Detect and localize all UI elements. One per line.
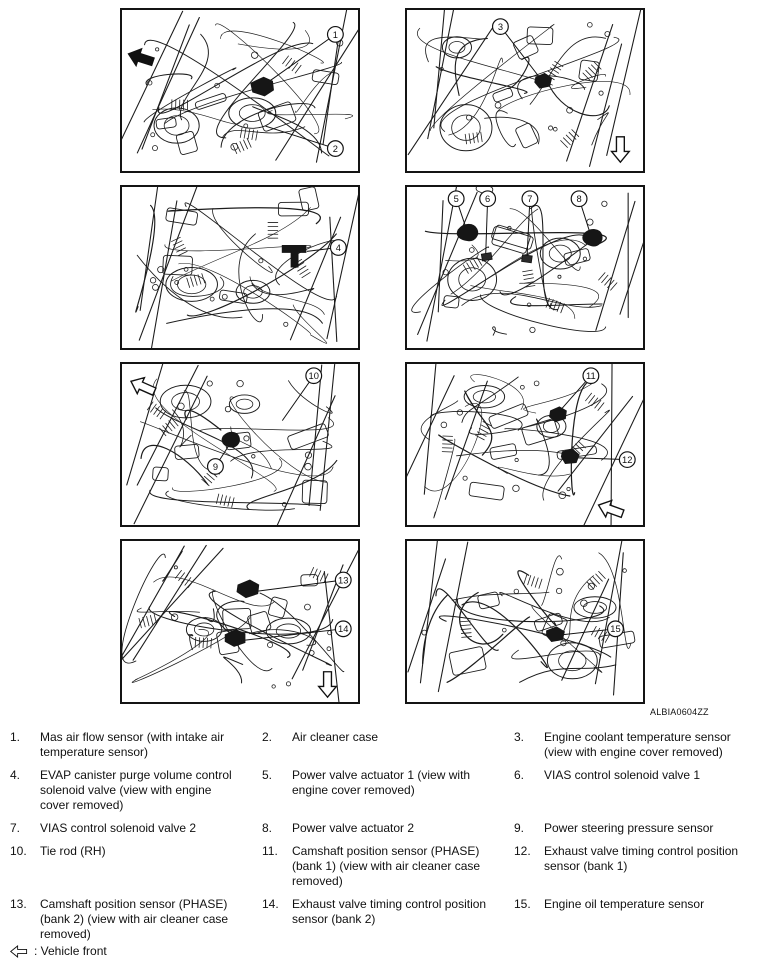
legend-item: [514, 730, 756, 760]
legend-item: [514, 821, 756, 836]
legend-item-number: 6.: [514, 768, 525, 782]
direction-arrow-icon: [126, 46, 156, 71]
legend-item-text: Camshaft position sensor (PHASE) (bank 1) (view with air cleaner case removed): [292, 844, 481, 888]
engine-view-panel-7: [120, 539, 360, 704]
callout-marker: [328, 141, 344, 157]
legend-item-text: Power valve actuator 2: [292, 821, 415, 835]
svg-text:8: 8: [576, 194, 582, 205]
legend-item-text: EVAP canister purge volume control solenoid valve (view with engine cover removed): [40, 768, 232, 812]
engine-view-panel-6: [405, 362, 645, 527]
legend-item-text: Camshaft position sensor (PHASE) (bank 2) (view with air cleaner case removed): [40, 897, 229, 941]
legend-item-text: VIAS control solenoid valve 1: [544, 768, 701, 782]
leader-line: [500, 27, 541, 81]
legend-item-number: 2.: [262, 730, 273, 744]
legend-item: [514, 844, 756, 889]
callout-marker: [335, 621, 351, 637]
legend-item-number: 15.: [514, 897, 531, 911]
diagram-grid: [120, 8, 645, 704]
legend-item: [514, 897, 756, 942]
legend-item-number: 3.: [514, 730, 525, 744]
legend-item-number: 11.: [262, 844, 278, 858]
callout-overlay: [122, 187, 358, 348]
callout-marker: [522, 191, 538, 207]
legend-item-number: 9.: [514, 821, 525, 835]
svg-text:15: 15: [610, 624, 621, 635]
legend-item: [262, 730, 504, 760]
legend-item: [10, 821, 252, 836]
legend-item: [262, 768, 504, 813]
callout-marker: [328, 27, 344, 43]
legend-item-number: 4.: [10, 768, 21, 782]
legend-item-text: Power steering pressure sensor: [544, 821, 714, 835]
callout-overlay: [407, 187, 643, 348]
callout-marker: [330, 240, 346, 256]
legend-item-text: Exhaust valve timing control position sensor (bank 1): [544, 844, 739, 873]
callout-marker: [571, 191, 587, 207]
legend-item: [10, 844, 252, 889]
callout-marker: [448, 191, 464, 207]
legend-item-text: Tie rod (RH): [40, 844, 106, 858]
callout-marker: [583, 368, 599, 384]
svg-text:9: 9: [212, 461, 219, 472]
engine-view-panel-8: [405, 539, 645, 704]
sensor-highlight: [225, 630, 245, 647]
callout-marker: [608, 621, 624, 637]
svg-text:7: 7: [527, 194, 533, 205]
callout-overlay: [122, 541, 358, 702]
svg-text:10: 10: [308, 371, 319, 382]
legend-item: [10, 730, 252, 760]
leader-line: [242, 629, 343, 641]
legend-item-text: Air cleaner case: [292, 730, 379, 744]
callout-overlay: [122, 364, 358, 525]
legend-item-text: Engine oil temperature sensor: [544, 897, 705, 911]
direction-arrow-icon: [612, 137, 630, 162]
legend-item: [262, 897, 504, 942]
direction-arrow-icon: [319, 672, 337, 697]
svg-text:6: 6: [485, 194, 491, 205]
callout-marker: [335, 572, 351, 588]
leader-line: [260, 34, 336, 88]
vehicle-front-label: : Vehicle front: [34, 944, 107, 958]
engine-view-panel-2: [405, 8, 645, 173]
callout-overlay: [407, 10, 643, 171]
svg-text:5: 5: [453, 194, 459, 205]
sensor-highlight: [550, 407, 567, 422]
legend-item: [10, 897, 252, 942]
legend-item-number: 13.: [10, 897, 27, 911]
engine-view-panel-4: [405, 185, 645, 350]
sensor-highlight: [481, 253, 492, 261]
sensor-highlight: [583, 230, 602, 246]
legend-item-text: Exhaust valve timing control position sensor (bank 2): [292, 897, 487, 926]
legend-item: [262, 821, 504, 836]
component-legend: [10, 730, 756, 942]
legend-item-text: Mas air flow sensor (with intake air temperature sensor): [40, 730, 225, 759]
svg-text:2: 2: [332, 144, 338, 154]
callout-overlay: [122, 10, 358, 171]
figure-id: ALBIA0604ZZ: [650, 707, 709, 717]
legend-item-number: 8.: [262, 821, 273, 835]
legend-item-number: 10.: [10, 844, 27, 858]
sensor-highlight: [222, 432, 239, 447]
svg-text:11: 11: [586, 371, 596, 382]
legend-item-text: VIAS control solenoid valve 2: [40, 821, 197, 835]
sensor-highlight: [547, 627, 565, 642]
legend-item-number: 12.: [514, 844, 531, 858]
svg-text:14: 14: [338, 624, 349, 635]
sensor-highlight: [522, 255, 533, 263]
direction-arrow-icon: [596, 497, 626, 522]
engine-view-panel-3: [120, 185, 360, 350]
legend-item-number: 5.: [262, 768, 273, 782]
svg-text:3: 3: [497, 22, 504, 32]
legend-item-text: Engine coolant temperature sensor (view with engine cover removed): [544, 730, 731, 759]
callout-marker: [493, 19, 509, 35]
svg-text:4: 4: [335, 242, 341, 253]
callout-marker: [619, 452, 635, 468]
callout-marker: [208, 459, 224, 475]
legend-item-number: 7.: [10, 821, 21, 835]
sensor-highlight: [251, 77, 274, 96]
legend-item: [10, 768, 252, 813]
legend-item-number: 14.: [262, 897, 279, 911]
sensor-highlight: [282, 246, 306, 267]
callout-overlay: [407, 364, 643, 525]
callout-overlay: [407, 541, 643, 702]
legend-item-text: Power valve actuator 1 (view with engine cover removed): [292, 768, 471, 797]
legend-item: [262, 844, 504, 889]
vehicle-front-arrow-icon: [10, 945, 28, 958]
legend-item: [514, 768, 756, 813]
svg-text:1: 1: [332, 29, 338, 40]
engine-view-panel-5: [120, 362, 360, 527]
callout-marker: [480, 191, 496, 207]
legend-item-number: 1.: [10, 730, 21, 744]
leader-line: [527, 199, 530, 259]
vehicle-front-legend: [10, 944, 107, 958]
sensor-highlight: [237, 580, 259, 598]
leader-line: [253, 580, 343, 592]
sensor-highlight: [457, 224, 477, 240]
svg-text:13: 13: [338, 575, 349, 586]
leader-line: [266, 126, 336, 148]
leader-line: [486, 199, 488, 256]
sensor-highlight: [561, 449, 579, 464]
engine-view-panel-1: [120, 8, 360, 173]
direction-arrow-icon: [127, 373, 158, 399]
sensor-highlight: [535, 73, 552, 88]
svg-text:12: 12: [622, 455, 633, 466]
callout-marker: [306, 368, 322, 384]
